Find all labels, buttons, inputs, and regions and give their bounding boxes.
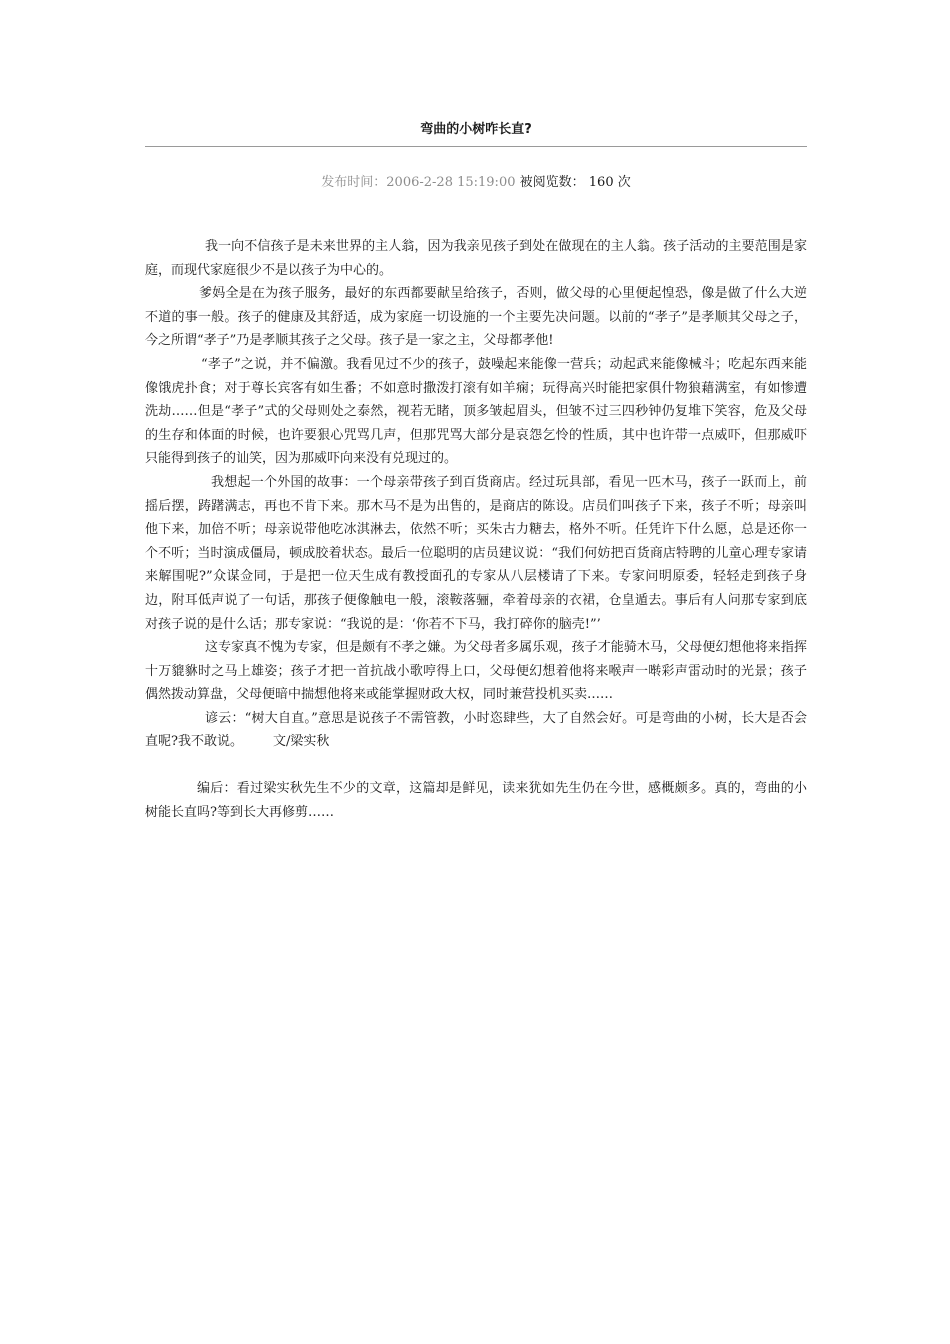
paragraph-closing-text: 谚云：“树大自直。”意思是说孩子不需管教，小时恣肆些，大了自然会好。可是弯曲的小树，长大是否会直呢?我不敢说。 (145, 710, 807, 750)
views-count: 160 次 (588, 175, 631, 190)
paragraph: 我一向不信孩子是未来世界的主人翁，因为我亲见孩子到处在做现在的主人翁。孩子活动的主要范围是家庭，而现代家庭很少不是以孩子为中心的。 (145, 239, 807, 278)
published-label: 发布时间： (321, 175, 387, 190)
paragraph: 爹妈全是在为孩子服务，最好的东西都要献呈给孩子，否则，做父母的心里便起惶恐，像是做了什么大逆不道的事一般。孩子的健康及其舒适，成为家庭一切设施的一个主要先决问题。以前的“孝子”是孝顺其父母之子，今之所谓“孝子”乃是孝顺其孩子之父母。孩子是一家之主，父母都孝他! (145, 286, 807, 349)
article-title: 弯曲的小树咋长直? (420, 122, 532, 137)
article (145, 120, 807, 837)
published-time: 2006-2-28 15:19:00 (386, 175, 516, 190)
paragraph: “孝子”之说，并不偏激。我看见过不少的孩子，鼓噪起来能像一营兵；动起武来能像械斗；吃起东西来能像饿虎扑食；对于尊长宾客有如生番；不如意时撒泼打滚有如羊痫；玩得高兴时能把家俱什物狼藉满室，有如惨遭洗劫……但是“孝子”式的父母则处之泰然，视若无睹，顶多皱起眉头，但皱不过三四秒钟仍复堆下笑容，危及父母的生存和体面的时候，也许要狠心咒骂几声，但那咒骂大部分是哀怨乞怜的性质，其中也许带一点威吓，但那威吓只能得到孩子的讪笑，因为那威吓向来没有兑现过的。 (145, 356, 807, 467)
title-divider (145, 146, 807, 147)
author-signature: 文/梁实秋 (272, 734, 330, 750)
views-label: 被阅览数： (519, 175, 585, 190)
paragraph: 这专家真不愧为专家，但是颇有不孝之嫌。为父母者多属乐观，孩子才能骑木马，父母便幻想他将来指挥十万貔貅时之马上雄姿；孩子才把一首抗战小歌哼得上口，父母便幻想着他将来喉声一啭彩声雷动时的光景；孩子偶然拨动算盘，父母便暗中揣想他将来或能掌握财政大权，同时兼营投机买卖…… (145, 640, 807, 703)
editor-note: 编后：看过梁实秋先生不少的文章，这篇却是鲜见，读来犹如先生仍在今世，感概颇多。真的，弯曲的小树能长直吗?等到长大再修剪…… (145, 781, 807, 820)
article-meta (145, 173, 807, 193)
paragraph: 我想起一个外国的故事：一个母亲带孩子到百货商店。经过玩具部，看见一匹木马，孩子一跃而上，前摇后摆，踌躇满志，再也不肯下来。那木马不是为出售的，是商店的陈设。店员们叫孩子下来，孩子不听；母亲叫他下来，加倍不听；母亲说带他吃冰淇淋去，依然不听；买朱古力糖去，格外不听。任凭许下什么愿，总是还你一个不听；当时演成僵局，顿成胶着状态。最后一位聪明的店员建议说：“我们何妨把百货商店特聘的儿童心理专家请来解围呢?”众谋佥同，于是把一位天生成有教授面孔的专家从八层楼请了下来。专家问明原委，轻轻走到孩子身边，附耳低声说了一句话，那孩子便像触电一般，滚鞍落骊，牵着母亲的衣裙，仓皇遁去。事后有人问那专家到底对孩子说的是什么话；那专家说：“我说的是：‘你若不下马，我打碎你的脑壳!”’ (145, 474, 807, 632)
article-body (145, 235, 807, 754)
paragraph-closing (145, 707, 807, 754)
